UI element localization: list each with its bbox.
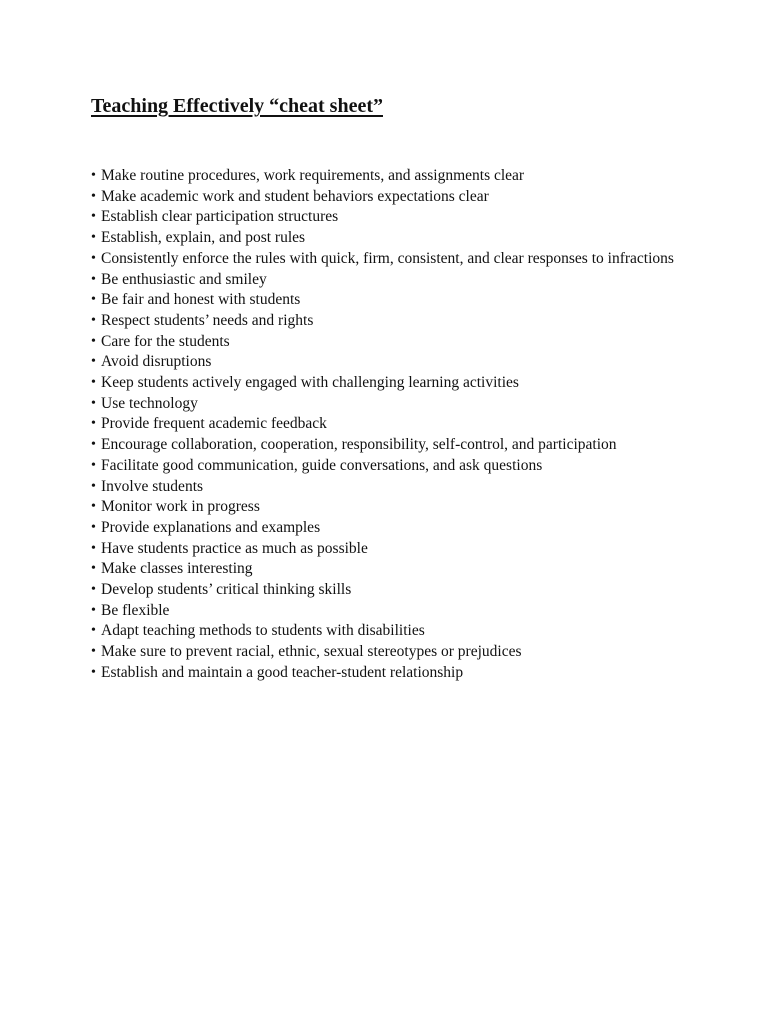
list-item-text: Be flexible [101, 601, 170, 619]
list-item [91, 580, 691, 601]
bullet-icon: • [91, 375, 96, 391]
list-item [91, 663, 691, 684]
list-item [91, 166, 691, 187]
list-item [91, 290, 691, 311]
list-item [91, 539, 691, 560]
list-item-text: Use technology [101, 394, 198, 412]
list-item-text: Avoid disruptions [101, 353, 212, 371]
list-item [91, 187, 691, 208]
list-item [91, 414, 691, 435]
list-item-text: Encourage collaboration, cooperation, responsibility, self-control, and participation [101, 436, 617, 454]
bullet-icon: • [91, 333, 96, 349]
list-item [91, 601, 691, 622]
list-item [91, 207, 691, 228]
list-item-text: Make sure to prevent racial, ethnic, sexual stereotypes or prejudices [101, 643, 522, 661]
list-item [91, 311, 691, 332]
bullet-icon: • [91, 395, 96, 411]
list-item [91, 456, 691, 477]
list-item [91, 228, 691, 249]
list-item [91, 518, 691, 539]
list-item-text: Provide frequent academic feedback [101, 415, 327, 433]
list-item-text: Establish, explain, and post rules [101, 229, 306, 247]
list-item [91, 559, 691, 580]
list-item-text: Make routine procedures, work requirements, and assignments clear [101, 167, 525, 184]
bullet-icon: • [91, 416, 96, 432]
bullet-icon: • [91, 457, 96, 473]
bullet-icon: • [91, 664, 96, 680]
page-title: Teaching Effectively “cheat sheet” [91, 95, 383, 117]
bullet-icon: • [91, 230, 96, 246]
bullet-icon: • [91, 168, 96, 183]
list-item-text: Have students practice as much as possible [101, 539, 368, 557]
bullet-icon: • [91, 312, 96, 328]
list-item-text: Respect students’ needs and rights [101, 311, 314, 329]
list-item [91, 249, 691, 270]
bullet-icon: • [91, 188, 96, 204]
bullet-list [91, 166, 691, 684]
list-item-text: Monitor work in progress [101, 498, 260, 516]
list-item-text: Keep students actively engaged with challenging learning activities [101, 374, 519, 392]
list-item [91, 497, 691, 518]
list-item [91, 270, 691, 291]
bullet-icon: • [91, 561, 96, 577]
list-item-text: Provide explanations and examples [101, 518, 321, 536]
list-item-text: Involve students [101, 477, 204, 495]
bullet-icon: • [91, 499, 96, 515]
bullet-icon: • [91, 540, 96, 556]
bullet-icon: • [91, 250, 96, 266]
bullet-icon: • [91, 582, 96, 598]
list-item-text: Facilitate good communication, guide conversations, and ask questions [101, 456, 543, 474]
list-item [91, 435, 691, 456]
list-item-text: Be enthusiastic and smiley [101, 270, 267, 288]
list-item [91, 352, 691, 373]
list-item [91, 373, 691, 394]
bullet-icon: • [91, 292, 96, 308]
bullet-icon: • [91, 354, 96, 370]
list-item [91, 621, 691, 642]
list-item [91, 332, 691, 353]
list-item-text: Consistently enforce the rules with quick, firm, consistent, and clear responses to infractions [101, 249, 674, 267]
list-item-text: Develop students’ critical thinking skills [101, 581, 352, 599]
list-item [91, 394, 691, 415]
list-item-text: Establish clear participation structures [101, 208, 339, 226]
bullet-icon: • [91, 437, 96, 453]
bullet-icon: • [91, 478, 96, 494]
list-item-text: Be fair and honest with students [101, 291, 301, 309]
bullet-icon: • [91, 271, 96, 287]
bullet-icon: • [91, 644, 96, 660]
bullet-icon: • [91, 519, 96, 535]
bullet-icon: • [91, 623, 96, 639]
list-item [91, 642, 691, 663]
list-item-text: Care for the students [101, 332, 230, 350]
list-item-text: Adapt teaching methods to students with disabilities [101, 622, 425, 640]
list-item-text: Establish and maintain a good teacher-student relationship [101, 663, 464, 681]
list-item [91, 477, 691, 498]
list-item-text: Make classes interesting [101, 560, 253, 578]
bullet-icon: • [91, 602, 96, 618]
list-item-text: Make academic work and student behaviors expectations clear [101, 187, 489, 205]
bullet-icon: • [91, 209, 96, 225]
